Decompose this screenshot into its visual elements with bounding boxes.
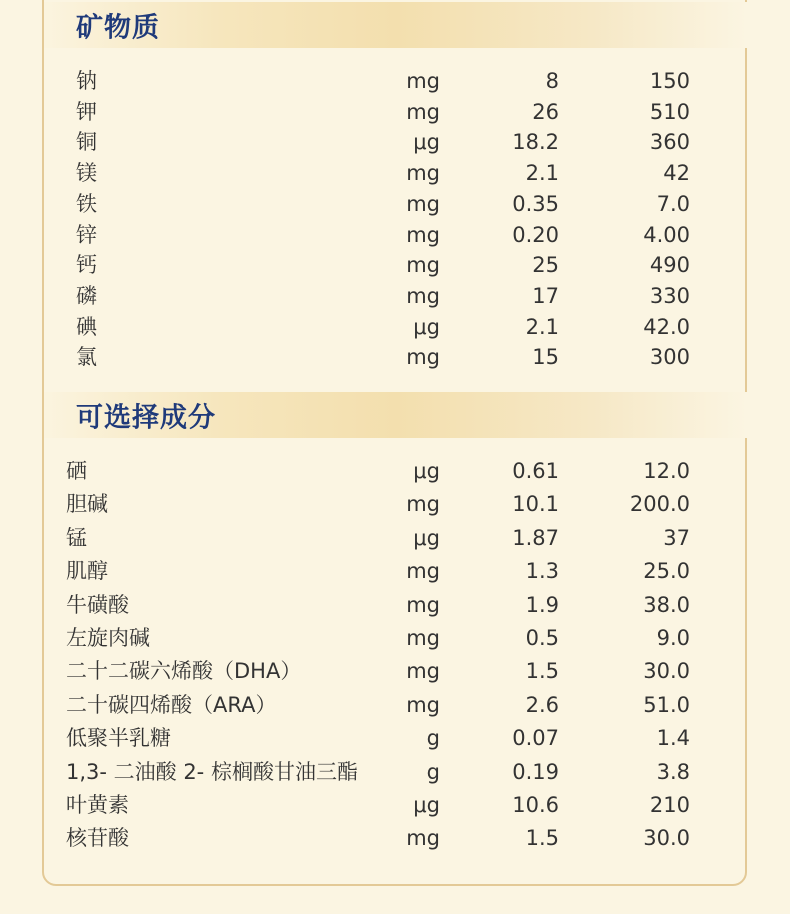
nutrient-name: 钾: [76, 99, 97, 124]
unit-label: mg: [406, 559, 440, 584]
nutrient-name: 锰: [66, 525, 87, 550]
nutrient-name: 胆碱: [66, 492, 108, 517]
nutrient-name: 铜: [76, 130, 97, 155]
value-per-100g: 9.0: [656, 626, 690, 650]
table-row: [0, 723, 790, 753]
value-per-100kj: 1.3: [525, 559, 559, 584]
unit-label: mg: [406, 161, 440, 186]
value-per-100kj: 8: [545, 69, 559, 93]
section-title: 矿物质: [76, 12, 160, 44]
nutrient-name: 核苷酸: [66, 826, 129, 851]
unit-label: μg: [413, 793, 440, 817]
unit-label: g: [426, 726, 440, 751]
value-per-100kj: 0.35: [512, 191, 559, 216]
table-row: [0, 158, 790, 188]
nutrient-name: 牛磺酸: [66, 592, 129, 617]
table-row: [0, 220, 790, 250]
table-row: [0, 623, 790, 653]
value-per-100kj: 0.19: [512, 759, 559, 784]
value-per-100g: 30.0: [643, 659, 690, 684]
nutrient-name: 氯: [76, 345, 97, 370]
value-per-100kj: 0.5: [525, 626, 559, 650]
nutrient-name: 镁: [76, 161, 97, 186]
value-per-100kj: 0.61: [512, 459, 559, 483]
value-per-100g: 3.8: [656, 759, 690, 784]
value-per-100g: 42: [663, 161, 690, 186]
section-header-minerals: [44, 2, 747, 48]
table-row: [0, 342, 790, 372]
table-row: [0, 590, 790, 620]
table-row: [0, 656, 790, 686]
table-row: [0, 312, 790, 342]
unit-label: mg: [406, 492, 440, 517]
nutrient-name: 铁: [76, 191, 97, 216]
value-per-100kj: 1.87: [512, 525, 559, 550]
value-per-100g: 1.4: [656, 726, 690, 751]
nutrient-name: 左旋肉碱: [66, 626, 150, 650]
unit-label: g: [426, 759, 440, 784]
table-row: [0, 489, 790, 519]
value-per-100g: 42.0: [643, 314, 690, 339]
table-row: [0, 556, 790, 586]
unit-label: mg: [406, 592, 440, 617]
table-row: [0, 690, 790, 720]
value-per-100kj: 0.07: [512, 726, 559, 751]
nutrient-name: 碘: [76, 314, 97, 339]
value-per-100kj: 2.6: [525, 692, 559, 717]
unit-label: mg: [406, 191, 440, 216]
nutrient-name: 磷: [76, 283, 97, 308]
value-per-100kj: 18.2: [512, 130, 559, 155]
nutrient-name: 钠: [76, 69, 97, 93]
value-per-100kj: 10.1: [512, 492, 559, 517]
value-per-100kj: 1.9: [525, 592, 559, 617]
unit-label: mg: [406, 253, 440, 278]
value-per-100g: 7.0: [656, 191, 690, 216]
value-per-100kj: 2.1: [525, 161, 559, 186]
value-per-100g: 37: [663, 525, 690, 550]
nutrient-name: 低聚半乳糖: [66, 726, 171, 751]
value-per-100g: 490: [649, 253, 690, 278]
value-per-100g: 330: [649, 283, 690, 308]
value-per-100g: 360: [649, 130, 690, 155]
unit-label: μg: [413, 525, 440, 550]
section-header-optional-ingredients: [44, 392, 747, 438]
section-title: 可选择成分: [76, 402, 216, 434]
table-row: [0, 523, 790, 553]
value-per-100kj: 1.5: [525, 659, 559, 684]
table-row: [0, 790, 790, 820]
value-per-100g: 4.00: [643, 222, 690, 247]
value-per-100g: 300: [649, 345, 690, 370]
unit-label: mg: [406, 659, 440, 684]
nutrient-name: 肌醇: [66, 559, 108, 584]
value-per-100g: 12.0: [643, 459, 690, 483]
unit-label: mg: [406, 826, 440, 851]
unit-label: μg: [413, 130, 440, 155]
value-per-100g: 51.0: [643, 692, 690, 717]
unit-label: μg: [413, 314, 440, 339]
nutrient-name: 硒: [66, 459, 87, 483]
value-per-100kj: 17: [532, 283, 559, 308]
unit-label: μg: [413, 459, 440, 483]
table-row: [0, 66, 790, 96]
nutrient-name: 1,3- 二油酸 2- 棕榈酸甘油三酯: [66, 759, 358, 784]
unit-label: mg: [406, 69, 440, 93]
unit-label: mg: [406, 283, 440, 308]
unit-label: mg: [406, 222, 440, 247]
value-per-100kj: 0.20: [512, 222, 559, 247]
nutrient-name: 叶黄素: [66, 793, 129, 817]
value-per-100g: 25.0: [643, 559, 690, 584]
table-row: [0, 823, 790, 853]
unit-label: mg: [406, 626, 440, 650]
table-row: [0, 456, 790, 486]
value-per-100kj: 2.1: [525, 314, 559, 339]
unit-label: mg: [406, 345, 440, 370]
unit-label: mg: [406, 692, 440, 717]
value-per-100kj: 25: [532, 253, 559, 278]
nutrient-name: 二十碳四烯酸（ARA）: [66, 692, 277, 717]
value-per-100kj: 1.5: [525, 826, 559, 851]
table-row: [0, 757, 790, 787]
nutrient-name: 二十二碳六烯酸（DHA）: [66, 659, 302, 684]
value-per-100kj: 10.6: [512, 793, 559, 817]
value-per-100g: 38.0: [643, 592, 690, 617]
value-per-100g: 210: [649, 793, 690, 817]
value-per-100g: 510: [649, 99, 690, 124]
table-row: [0, 97, 790, 127]
value-per-100g: 150: [649, 69, 690, 93]
value-per-100g: 200.0: [629, 492, 690, 517]
value-per-100kj: 26: [532, 99, 559, 124]
nutrient-name: 钙: [76, 253, 97, 278]
table-row: [0, 127, 790, 157]
table-row: [0, 189, 790, 219]
table-row: [0, 281, 790, 311]
value-per-100g: 30.0: [643, 826, 690, 851]
table-row: [0, 250, 790, 280]
unit-label: mg: [406, 99, 440, 124]
nutrient-name: 锌: [76, 222, 97, 247]
value-per-100kj: 15: [532, 345, 559, 370]
